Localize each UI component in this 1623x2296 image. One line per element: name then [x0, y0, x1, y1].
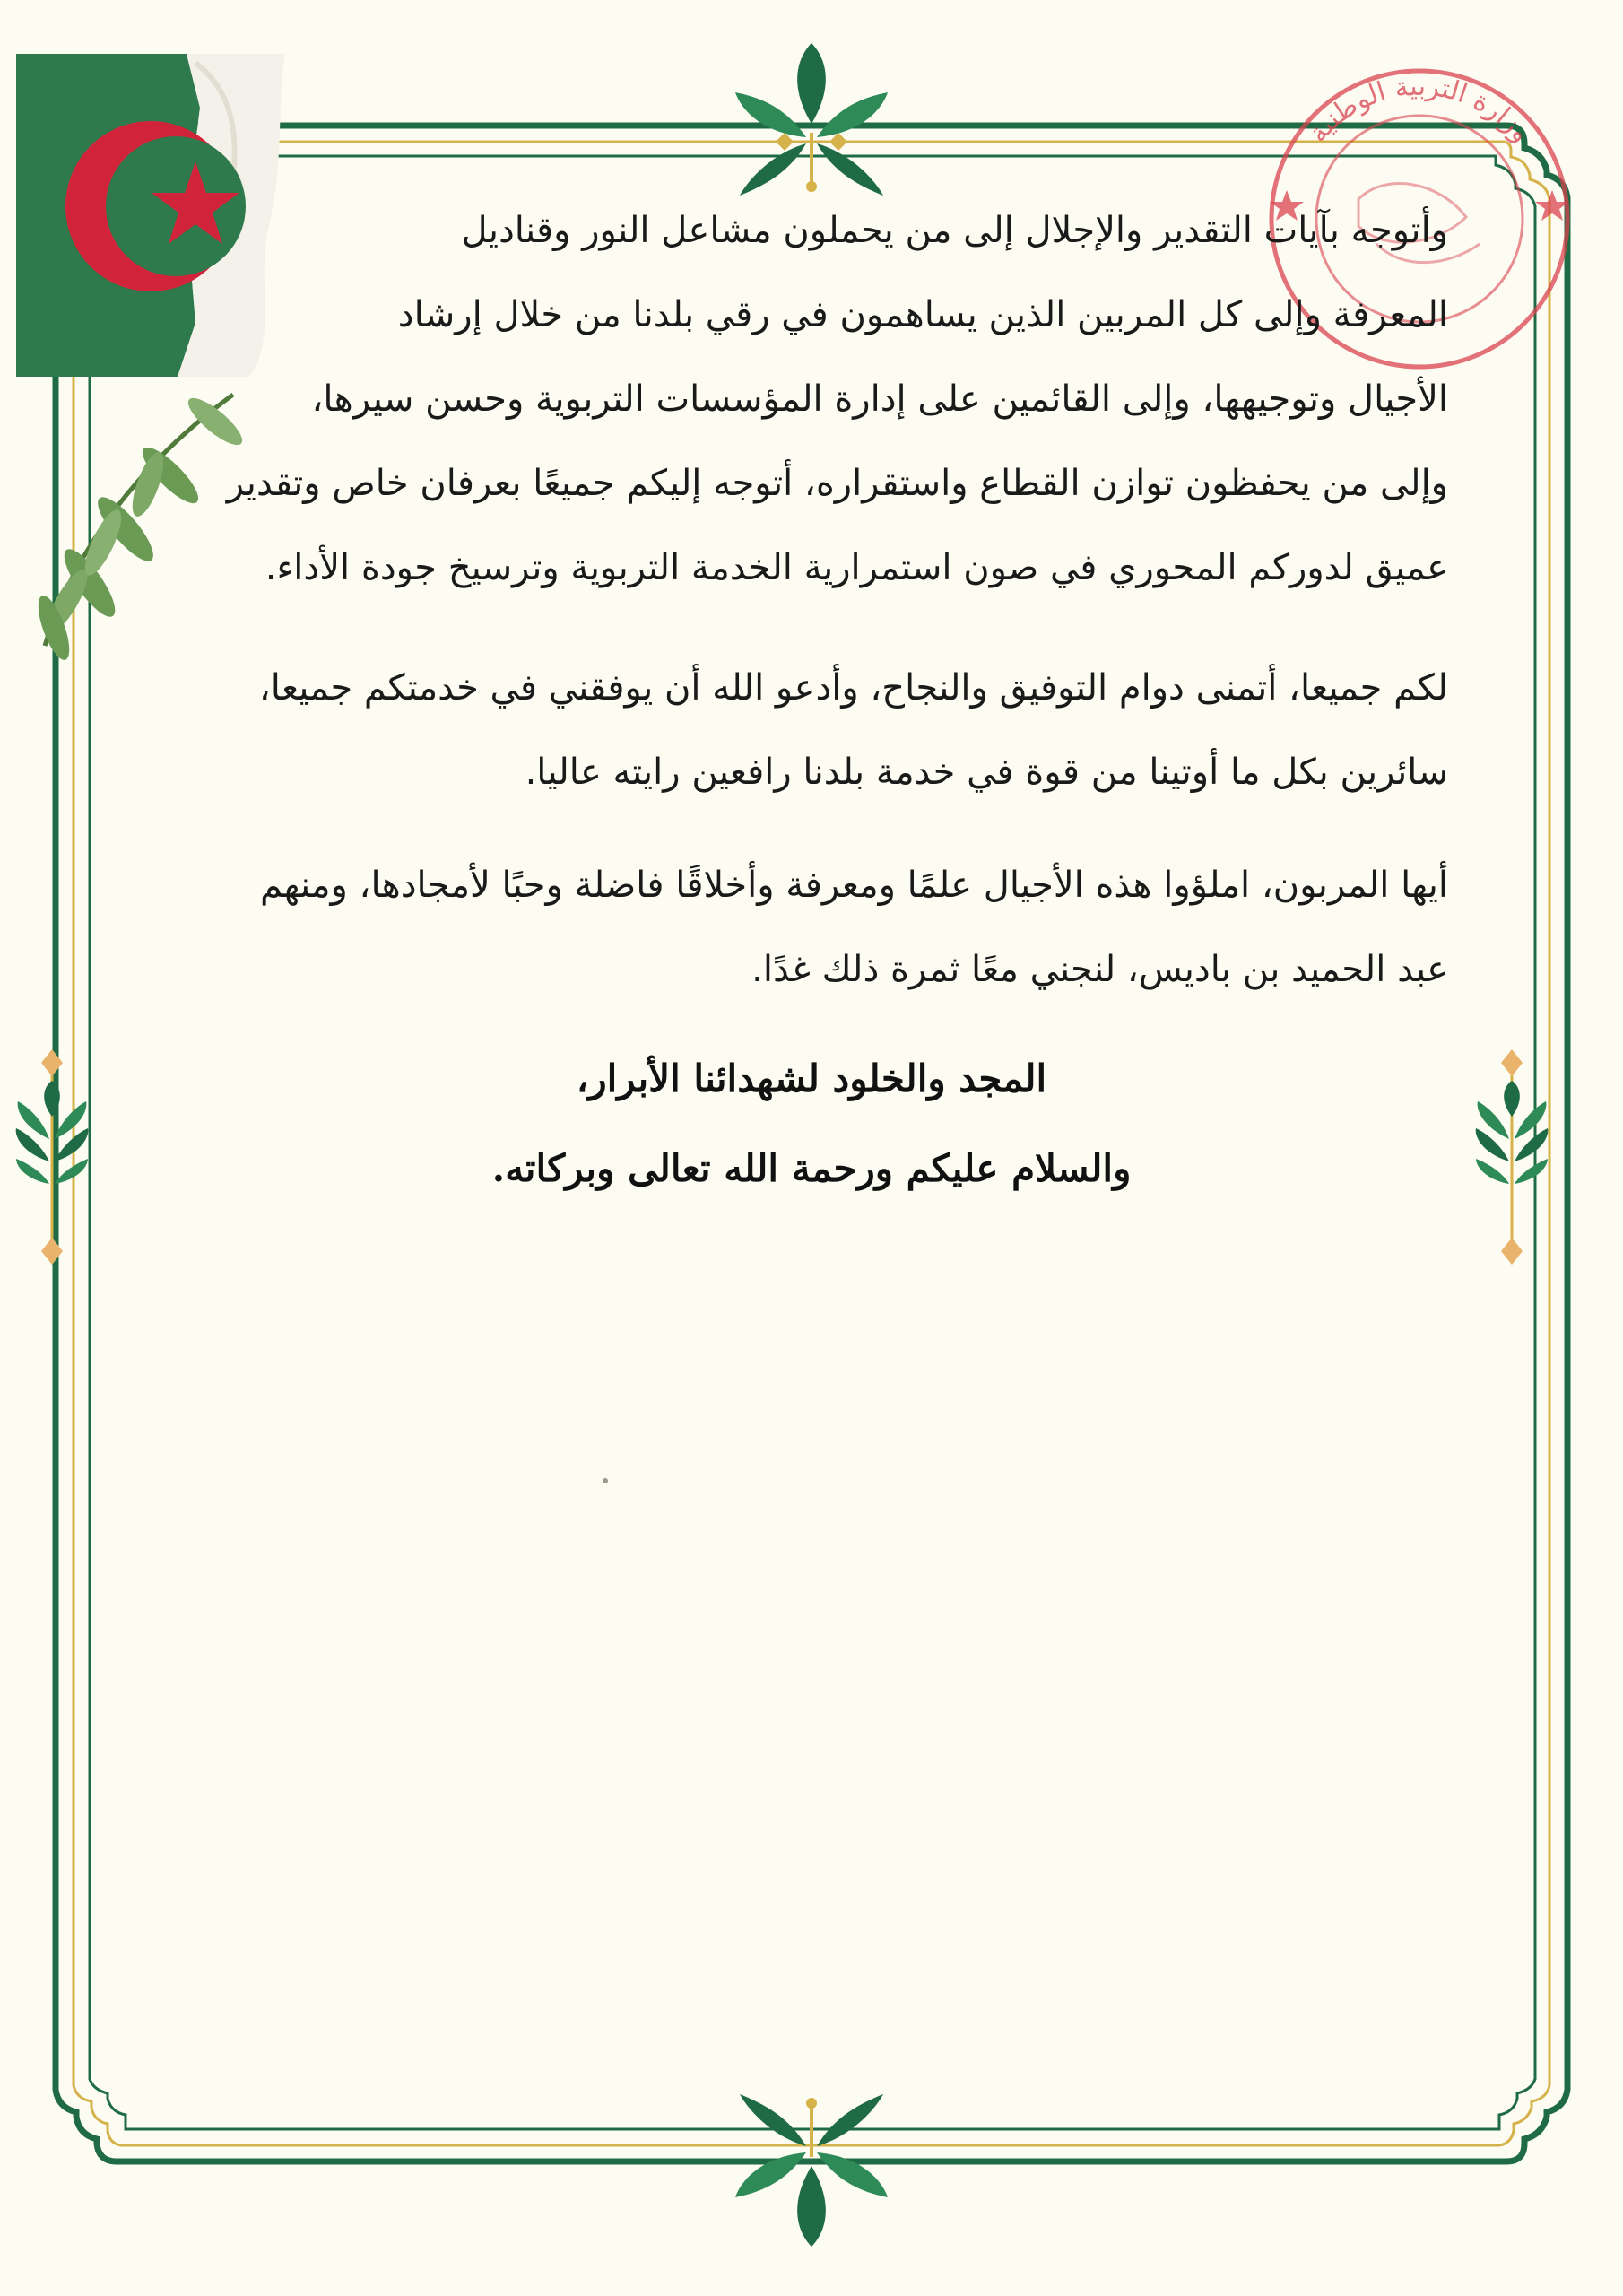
paragraph-line: وأتوجه بآيات التقدير والإجلال إلى من يحملون مشاعل النور وقناديل	[461, 210, 1448, 251]
stamp-text: وزارة التربية الوطنية	[1302, 70, 1537, 149]
closing-line-salutation: والسلام عليكم ورحمة الله تعالى وبركاته.	[491, 1146, 1132, 1190]
paper-speck	[603, 1478, 608, 1483]
svg-text:وزارة التربية الوطنية	[1302, 71, 1536, 149]
paragraph-line: المعرفة وإلى كل المربين الذين يساهمون في رقي بلدنا من خلال إرشاد	[397, 294, 1448, 335]
leaf-ornament-top	[735, 43, 888, 196]
paragraph-line: عبد الحميد بن باديس، لنجني معًا ثمرة ذلك غدًا.	[751, 949, 1448, 990]
paragraph-wishes	[166, 646, 1448, 814]
paragraph-line: الأجيال وتوجيهها، وإلى القائمين على إدارة المؤسسات التربوية وحسن سيرها،	[311, 378, 1448, 420]
paragraph-line: سائرين بكل ما أوتينا من قوة في خدمة بلدنا رافعين رايته عاليا.	[525, 752, 1448, 793]
paragraph-gratitude	[166, 188, 1448, 610]
paragraph-line: وإلى من يحفظون توازن القطاع واستقراره، أتوجه إليكم جميعًا بعرفان خاص وتقدير	[226, 463, 1448, 504]
paragraph-line: أيها المربون، املؤوا هذه الأجيال علمًا ومعرفة وأخلاقًا فاضلة وحبًا لأمجادها، ومنهم	[259, 865, 1448, 906]
paragraph-line: عميق لدوركم المحوري في صون استمرارية الخدمة التربوية وترسيخ جودة الأداء.	[265, 547, 1448, 588]
paragraph-educators	[166, 843, 1448, 1012]
paragraph-line: لكم جميعا، أتمنى دوام التوفيق والنجاح، وأدعو الله أن يوفقني في خدمتكم جميعا،	[258, 667, 1448, 709]
closing-line-martyrs: المجد والخلود لشهدائنا الأبرار،	[576, 1057, 1047, 1100]
leaf-ornament-bottom	[735, 2094, 888, 2247]
